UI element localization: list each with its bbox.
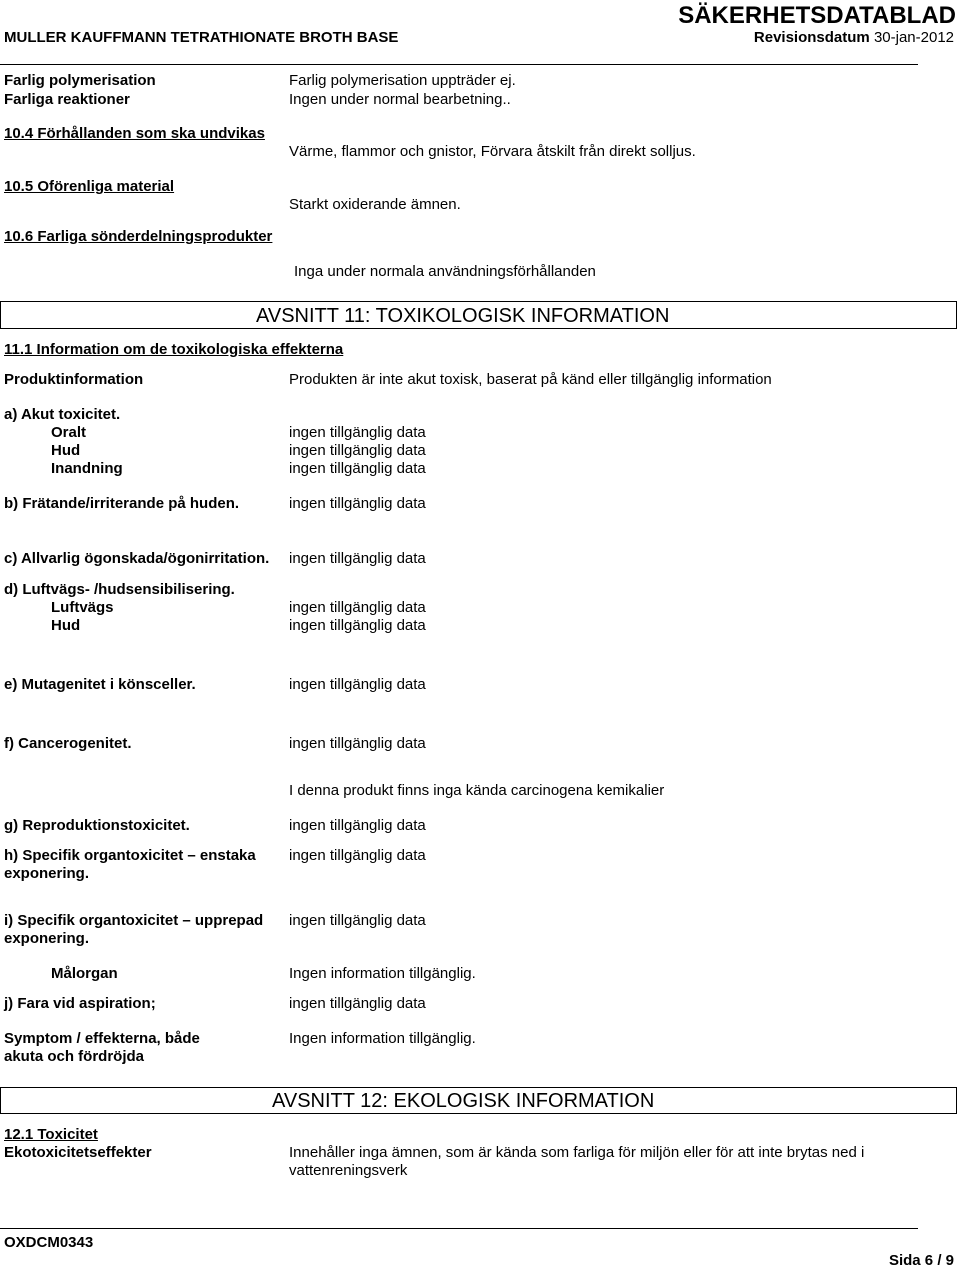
skin-corrosion-value: ingen tillgänglig data <box>289 495 426 512</box>
section-10-6-value: Inga under normala användningsförhållanden <box>294 263 596 280</box>
hazardous-polymerisation-value: Farlig polymerisation uppträder ej. <box>289 72 516 89</box>
document-title: SÄKERHETSDATABLAD <box>678 2 956 29</box>
sensitisation-label: d) Luftvägs- /hudsensibilisering. <box>4 581 235 598</box>
stot-single-label: h) Specifik organtoxicitet – enstaka exponering. <box>4 847 256 882</box>
product-info-label: Produktinformation <box>4 371 144 388</box>
stot-repeated-value: ingen tillgänglig data <box>289 912 426 929</box>
mutagenicity-value: ingen tillgänglig data <box>289 676 426 693</box>
respiratory-label: Luftvägs <box>51 599 114 616</box>
reproductive-toxicity-label: g) Reproduktionstoxicitet. <box>4 817 190 834</box>
acute-toxicity-label: a) Akut toxicitet. <box>4 406 121 423</box>
hazardous-reactions-value: Ingen under normal bearbetning.. <box>289 91 511 108</box>
section-10-6-heading: 10.6 Farliga sönderdelningsprodukter <box>4 228 273 245</box>
carcinogenicity-note: I denna produkt finns inga kända carcinogena kemikalier <box>289 782 665 799</box>
aspiration-hazard-value: ingen tillgänglig data <box>289 995 426 1012</box>
skin-sensitisation-label: Hud <box>51 617 81 634</box>
carcinogenicity-value: ingen tillgänglig data <box>289 735 426 752</box>
reproductive-toxicity-value: ingen tillgänglig data <box>289 817 426 834</box>
document-code: OXDCM0343 <box>4 1234 94 1251</box>
ecotoxicity-label: Ekotoxicitetseffekter <box>4 1144 152 1161</box>
product-info-value: Produkten är inte akut toxisk, baserat på känd eller tillgänglig information <box>289 371 772 388</box>
ecotoxicity-value: Innehåller inga ämnen, som är kända som farliga för miljön eller för att inte brytas ned i vattenreningsverk <box>289 1144 865 1179</box>
respiratory-value: ingen tillgänglig data <box>289 599 426 616</box>
stot-repeated-label: i) Specifik organtoxicitet – upprepad exponering. <box>4 912 264 947</box>
header-rule <box>0 64 918 65</box>
eye-damage-value: ingen tillgänglig data <box>289 550 426 567</box>
target-organs-value: Ingen information tillgänglig. <box>289 965 476 982</box>
revision-info <box>754 29 954 47</box>
footer-rule <box>0 1228 918 1229</box>
section-11-header <box>0 301 957 329</box>
section-10-4-value: Värme, flammor och gnistor, Förvara åtskilt från direkt solljus. <box>289 143 696 160</box>
acute-oral-label: Oralt <box>51 424 87 441</box>
section-10-5-value: Starkt oxiderande ämnen. <box>289 196 461 213</box>
acute-skin-value: ingen tillgänglig data <box>289 442 426 459</box>
eye-damage-label: c) Allvarlig ögonskada/ögonirritation. <box>4 550 270 567</box>
hazardous-polymerisation-label: Farlig polymerisation <box>4 72 156 89</box>
revision-label: Revisionsdatum <box>753 29 870 46</box>
page-label: Sida <box>888 1252 921 1269</box>
product-name: MULLER KAUFFMANN TETRATHIONATE BROTH BASE <box>4 29 399 46</box>
page-number <box>889 1252 954 1270</box>
hazardous-reactions-label: Farliga reaktioner <box>4 91 130 108</box>
acute-inhalation-value: ingen tillgänglig data <box>289 460 426 477</box>
section-12-title: AVSNITT 12: EKOLOGISK INFORMATION <box>272 1090 655 1112</box>
section-10-5-heading: 10.5 Oförenliga material <box>4 178 175 195</box>
skin-corrosion-label: b) Frätande/irriterande på huden. <box>4 495 240 512</box>
page-total: 9 <box>945 1252 954 1269</box>
section-12-header <box>0 1087 957 1114</box>
section-12-1-heading: 12.1 Toxicitet <box>4 1126 98 1143</box>
revision-date: 30-jan-2012 <box>873 29 954 46</box>
stot-single-value: ingen tillgänglig data <box>289 847 426 864</box>
skin-sensitisation-value: ingen tillgänglig data <box>289 617 426 634</box>
acute-inhalation-label: Inandning <box>51 460 123 477</box>
aspiration-hazard-label: j) Fara vid aspiration; <box>4 995 156 1012</box>
section-11-title: AVSNITT 11: TOXIKOLOGISK INFORMATION <box>256 305 670 327</box>
page-separator: / <box>937 1252 942 1269</box>
acute-skin-label: Hud <box>51 442 81 459</box>
symptoms-label: Symptom / effekterna, både akuta och fördröjda <box>4 1030 200 1065</box>
symptoms-value: Ingen information tillgänglig. <box>289 1030 476 1047</box>
section-11-1-heading: 11.1 Information om de toxikologiska effekterna <box>4 341 344 358</box>
page-current: 6 <box>924 1252 934 1269</box>
acute-oral-value: ingen tillgänglig data <box>289 424 426 441</box>
target-organs-label: Målorgan <box>51 965 118 982</box>
section-10-4-heading: 10.4 Förhållanden som ska undvikas <box>4 125 265 142</box>
mutagenicity-label: e) Mutagenitet i könsceller. <box>4 676 196 693</box>
carcinogenicity-label: f) Cancerogenitet. <box>4 735 132 752</box>
